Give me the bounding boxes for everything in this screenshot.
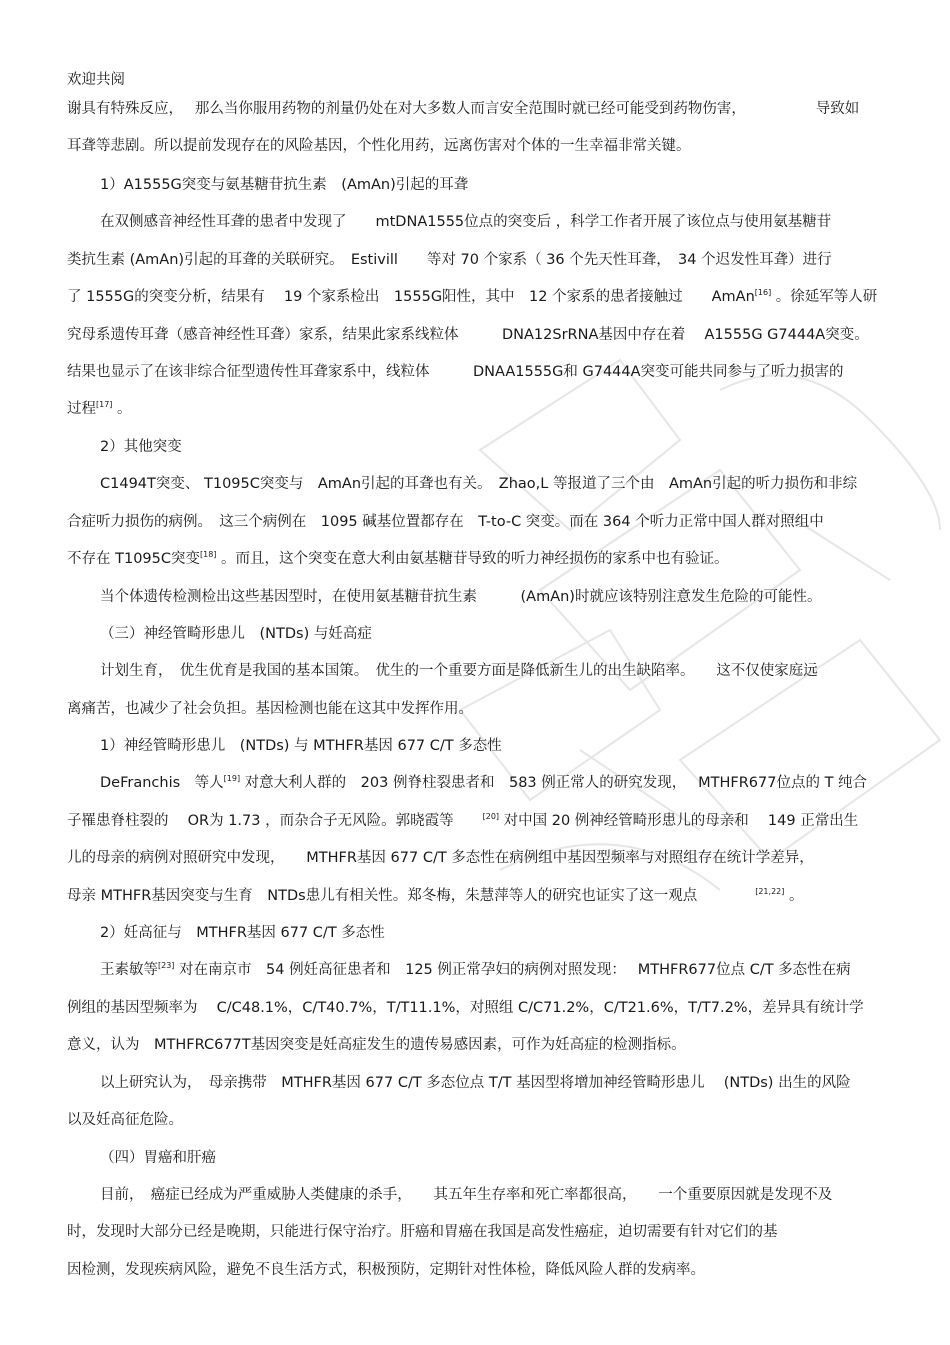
text-line: 目前， 癌症已经成为严重威胁人类健康的杀手， 其五年生存率和死亡率都很高， 一个重要原因就是发现不及 xyxy=(100,1187,833,1203)
citation: [20] xyxy=(482,812,500,822)
text-line: 离痛苦，也减少了社会负担。基因检测也能在这其中发挥作用。 xyxy=(67,701,473,717)
text-line: DeFranchis 等人[19] 对意大利人群的 203 例脊柱裂患者和 583 例正常人的研究发现， MTHFR677位点的 T 纯合 xyxy=(100,774,868,791)
text-line: 以及妊高征危险。 xyxy=(67,1112,183,1128)
header-welcome: 欢迎共阅 xyxy=(67,72,125,88)
text-line: 类抗生素 (AmAn)引起的耳聋的关联研究。 Estivill 等对 70 个家系（ 36 个先天性耳聋， 34 个迟发性耳聋）进行 xyxy=(67,252,832,268)
citation: [18] xyxy=(200,550,217,560)
section-heading: （三）神经管畸形患儿 (NTDs) 与妊高症 xyxy=(100,626,372,642)
subsection-heading: 2）其他突变 xyxy=(100,439,182,455)
text-line: 究母系遗传耳聋（感音神经性耳聋）家系，结果此家系线粒体 DNA12SrRNA基因中存在着 A1555G G7444A突变。 xyxy=(67,327,869,343)
text-line: 时，发现时大部分已经是晚期，只能进行保守治疗。肝癌和胃癌在我国是高发性癌症，迫切需要有针对它们的基 xyxy=(67,1224,778,1240)
text-line: 儿的母亲的病例对照研究中发现， MTHFR基因 677 C/T 多态性在病例组中基因型频率与对照组存在统计学差异， xyxy=(67,850,814,866)
text-line: 不存在 T1095C突变[18] 。而且，这个突变在意大利由氨基糖苷导致的听力神经损伤的家系中也有验证。 xyxy=(67,550,729,567)
text-line: 因检测，发现疾病风险，避免不良生活方式，积极预防，定期针对性体检，降低风险人群的发病率。 xyxy=(67,1262,705,1278)
text-line: C1494T突变、 T1095C突变与 AmAn引起的耳聋也有关。 Zhao,L 等报道了三个由 AmAn引起的听力损伤和非综 xyxy=(100,476,858,492)
text-line: 意义，认为 MTHFRC677T基因突变是妊高症发生的遗传易感因素，可作为妊高症的检测指标。 xyxy=(67,1037,686,1053)
text-line: 计划生育， 优生优育是我国的基本国策。 优生的一个重要方面是降低新生儿的出生缺陷率。 这不仅使家庭远 xyxy=(100,663,818,679)
text-line: 王素敏等[23] 对在南京市 54 例妊高征患者和 125 例正常孕妇的病例对照发现： MTHFR677位点 C/T 多态性在病 xyxy=(100,961,851,978)
text-line: 合症听力损伤的病例。 这三个病例在 1095 碱基位置都存在 T-to-C 突变。而在 364 个听力正常中国人群对照组中 xyxy=(67,514,824,530)
text-line: 结果也显示了在该非综合征型遗传性耳聋家系中，线粒体 DNAA1555G和 G7444A突变可能共同参与了听力损害的 xyxy=(67,364,844,380)
text-line: 谢具有特殊反应， 那么当你服用药物的剂量仍处在对大多数人而言安全范围时就已经可能受到药物伤害， 导致如 xyxy=(67,101,860,117)
subsection-heading: 1）神经管畸形患儿 (NTDs) 与 MTHFR基因 677 C/T 多态性 xyxy=(100,738,502,754)
text-line: 当个体遗传检测检出这些基因型时，在使用氨基糖苷抗生素 (AmAn)时就应该特别注意发生危险的可能性。 xyxy=(100,589,822,605)
section-heading: （四）胃癌和肝癌 xyxy=(100,1150,216,1166)
citation: [17] xyxy=(96,400,113,410)
citation: [23] xyxy=(158,961,175,971)
subsection-heading: 2）妊高征与 MTHFR基因 677 C/T 多态性 xyxy=(100,925,385,941)
text-line: 了 1555G的突变分析，结果有 19 个家系检出 1555G阳性，其中 12 个家系的患者接触过 AmAn[16] 。徐延军等人研 xyxy=(67,288,878,305)
citation: [19] xyxy=(223,774,241,784)
text-line: 以上研究认为， 母亲携带 MTHFR基因 677 C/T 多态位点 T/T 基因型将增加神经管畸形患儿 (NTDs) 出生的风险 xyxy=(100,1075,851,1091)
subsection-heading: 1）A1555G突变与氨基糖苷抗生素 (AmAn)引起的耳聋 xyxy=(100,177,469,193)
text-line: 例组的基因型频率为 C/C48.1%，C/T40.7%，T/T11.1%，对照组 C/C71.2%，C/T21.6%，T/T7.2%，差异具有统计学 xyxy=(67,1000,864,1016)
text-line: 子罹患脊柱裂的 OR为 1.73 ，而杂合子无风险。郭晓霞等 [20] 对中国 20 例神经管畸形患儿的母亲和 149 正常出生 xyxy=(67,812,859,829)
citation: [21,22] xyxy=(755,887,785,897)
text-line: 母亲 MTHFR基因突变与生育 NTDs患儿有相关性。郑冬梅，朱慧萍等人的研究也证实了这一观点 [21,22] 。 xyxy=(67,887,804,904)
text-line: 耳聋等悲剧。所以提前发现存在的风险基因，个性化用药，远离伤害对个体的一生幸福非常关键。 xyxy=(67,138,691,154)
text-line: 在双侧感音神经性耳聋的患者中发现了 mtDNA1555位点的突变后 ，科学工作者开展了该位点与使用氨基糖苷 xyxy=(100,214,832,230)
text-line: 过程[17] 。 xyxy=(67,400,132,417)
citation: [16] xyxy=(754,288,772,298)
